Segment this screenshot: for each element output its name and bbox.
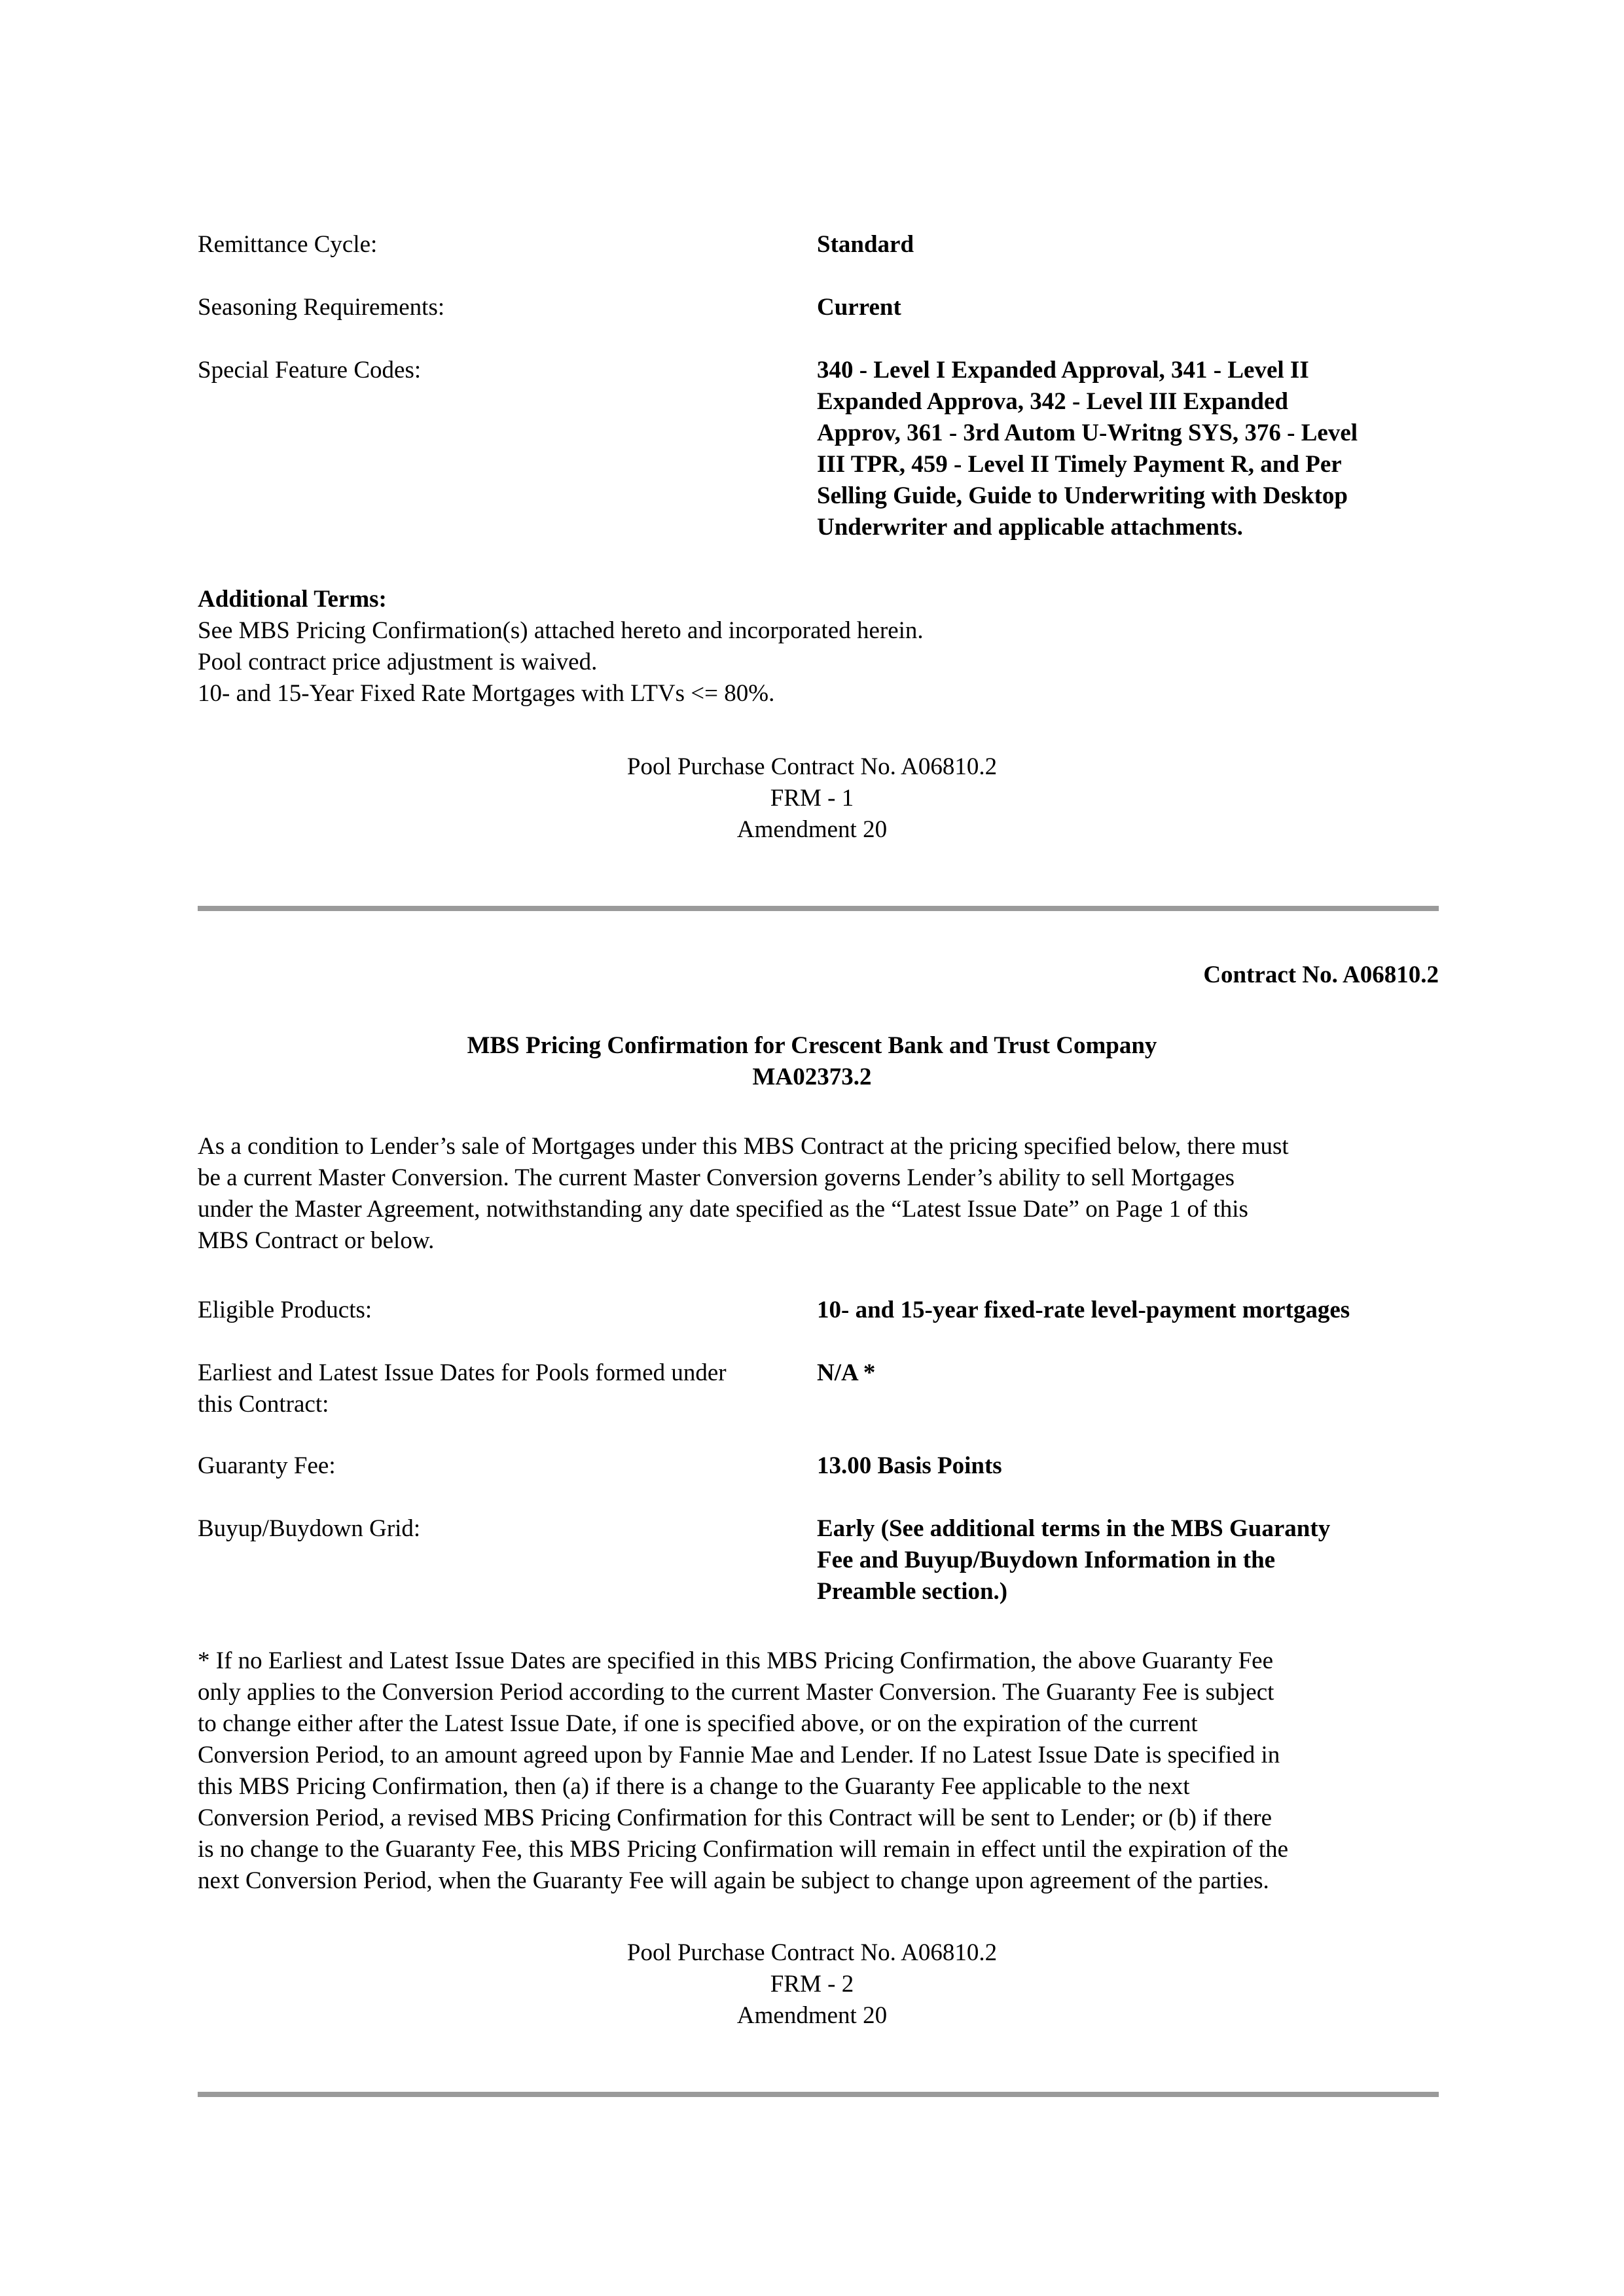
page-subtitle: MA02373.2 bbox=[752, 1064, 872, 1090]
footer-contract-number: Pool Purchase Contract No. A06810.2 bbox=[626, 753, 998, 780]
seasoning-requirements-value: Current bbox=[817, 294, 901, 321]
issue-dates-label-line: this Contract: bbox=[198, 1391, 329, 1418]
intro-line: MBS Contract or below. bbox=[198, 1227, 435, 1254]
special-feature-codes-label: Special Feature Codes: bbox=[198, 357, 422, 384]
issue-dates-value: N/A * bbox=[817, 1359, 876, 1386]
special-feature-codes-value bbox=[817, 355, 1439, 543]
contract-number-header: Contract No. A06810.2 bbox=[1203, 961, 1439, 988]
footer-amendment: Amendment 20 bbox=[736, 816, 888, 843]
sfc-line: Underwriter and applicable attachments. bbox=[817, 514, 1243, 541]
footnote-line: next Conversion Period, when the Guaranty Fee will again be subject to change upon agreement of the parties. bbox=[198, 1867, 1269, 1894]
page-footer-1 bbox=[0, 751, 1624, 846]
footnote-line: Conversion Period, a revised MBS Pricing Confirmation for this Contract will be sent to Lender; or (b) if there bbox=[198, 1804, 1272, 1831]
footnote-line: is no change to the Guaranty Fee, this MBS Pricing Confirmation will remain in effect until the expiration of the bbox=[198, 1836, 1289, 1863]
footnote-paragraph bbox=[198, 1645, 1439, 1897]
sfc-line: III TPR, 459 - Level II Timely Payment R, and Per bbox=[817, 451, 1342, 478]
intro-paragraph bbox=[198, 1131, 1439, 1257]
sfc-line: Approv, 361 - 3rd Autom U-Writng SYS, 376 - Level bbox=[817, 420, 1358, 446]
seasoning-requirements-label: Seasoning Requirements: bbox=[198, 294, 445, 321]
additional-terms-section bbox=[198, 584, 1439, 709]
footnote-line: to change either after the Latest Issue Date, if one is specified above, or on the expiration of the current bbox=[198, 1710, 1198, 1737]
remittance-cycle-label: Remittance Cycle: bbox=[198, 231, 378, 258]
page-footer-2 bbox=[0, 1937, 1624, 2032]
footer-amendment: Amendment 20 bbox=[736, 2002, 888, 2029]
footnote-line: Conversion Period, to an amount agreed upon by Fannie Mae and Lender. If no Latest Issue Date is specified in bbox=[198, 1742, 1280, 1768]
issue-dates-label bbox=[198, 1357, 800, 1420]
buyup-buydown-grid-label: Buyup/Buydown Grid: bbox=[198, 1515, 421, 1542]
page-title: MBS Pricing Confirmation for Crescent Bank and Trust Company bbox=[467, 1032, 1157, 1059]
buyup-line: Fee and Buyup/Buydown Information in the bbox=[817, 1547, 1276, 1573]
intro-line: As a condition to Lender’s sale of Mortgages under this MBS Contract at the pricing specified below, there must bbox=[198, 1133, 1289, 1160]
guaranty-fee-label: Guaranty Fee: bbox=[198, 1452, 336, 1479]
footer-frm-page: FRM - 2 bbox=[770, 1971, 854, 1998]
footer-contract-number: Pool Purchase Contract No. A06810.2 bbox=[626, 1939, 998, 1966]
eligible-products-value: 10- and 15-year fixed-rate level-payment mortgages bbox=[817, 1297, 1350, 1323]
pricing-confirmation-title-block bbox=[0, 1030, 1624, 1093]
intro-line: under the Master Agreement, notwithstanding any date specified as the “Latest Issue Date” on Page 1 of this bbox=[198, 1196, 1248, 1223]
page-separator-rule bbox=[198, 2092, 1439, 2097]
page-separator-rule bbox=[198, 906, 1439, 911]
sfc-line: Selling Guide, Guide to Underwriting with Desktop bbox=[817, 482, 1348, 509]
guaranty-fee-value: 13.00 Basis Points bbox=[817, 1452, 1002, 1479]
intro-line: be a current Master Conversion. The current Master Conversion governs Lender’s ability to sell Mortgages bbox=[198, 1164, 1235, 1191]
buyup-line: Preamble section.) bbox=[817, 1578, 1008, 1605]
footnote-line: this MBS Pricing Confirmation, then (a) if there is a change to the Guaranty Fee applicable to the next bbox=[198, 1773, 1190, 1800]
footer-frm-page: FRM - 1 bbox=[770, 785, 854, 812]
remittance-cycle-value: Standard bbox=[817, 231, 914, 258]
sfc-line: Expanded Approva, 342 - Level III Expanded bbox=[817, 388, 1288, 415]
issue-dates-label-line: Earliest and Latest Issue Dates for Pools formed under bbox=[198, 1359, 727, 1386]
additional-terms-line: Pool contract price adjustment is waived. bbox=[198, 649, 598, 675]
footnote-line: * If no Earliest and Latest Issue Dates are specified in this MBS Pricing Confirmation, the above Guaranty Fee bbox=[198, 1647, 1273, 1674]
buyup-line: Early (See additional terms in the MBS Guaranty bbox=[817, 1515, 1331, 1542]
additional-terms-line: 10- and 15-Year Fixed Rate Mortgages with LTVs <= 80%. bbox=[198, 680, 775, 707]
sfc-line: 340 - Level I Expanded Approval, 341 - Level II bbox=[817, 357, 1309, 384]
additional-terms-heading: Additional Terms: bbox=[198, 586, 387, 613]
footnote-line: only applies to the Conversion Period according to the current Master Conversion. The Guaranty Fee is subject bbox=[198, 1679, 1274, 1706]
buyup-buydown-grid-value bbox=[817, 1513, 1439, 1607]
eligible-products-label: Eligible Products: bbox=[198, 1297, 372, 1323]
additional-terms-line: See MBS Pricing Confirmation(s) attached hereto and incorporated herein. bbox=[198, 617, 924, 644]
